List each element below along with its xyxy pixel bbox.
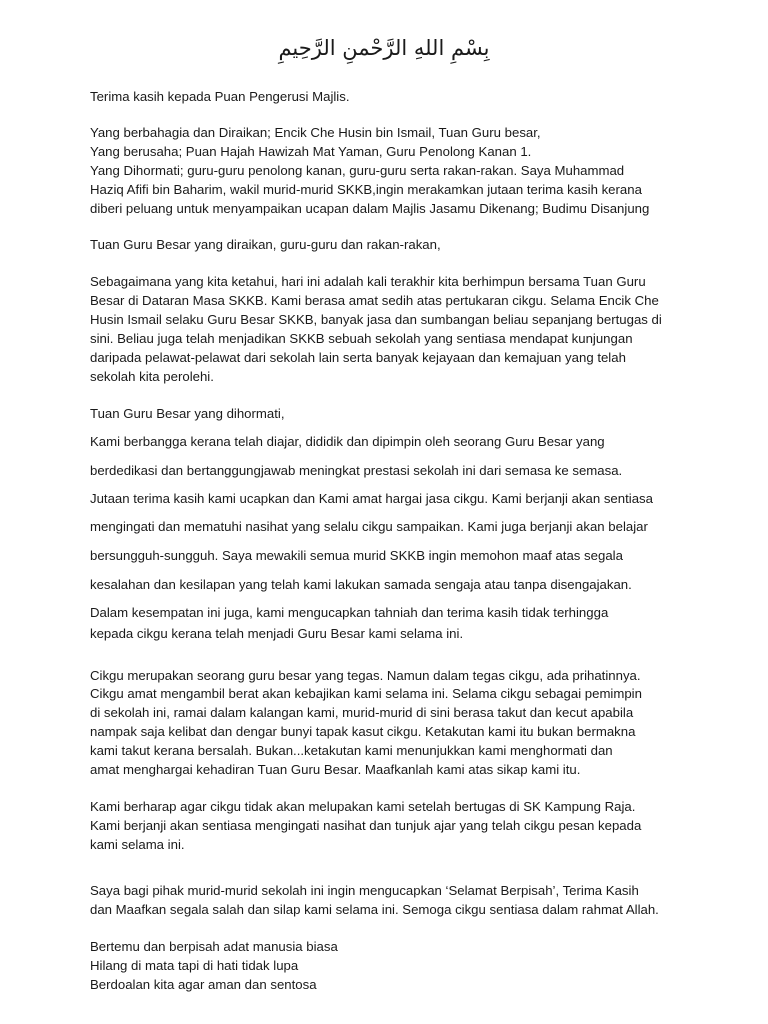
text-line: Kami berharap agar cikgu tidak akan melupakan kami setelah bertugas di SK Kampung Raja. — [90, 799, 636, 814]
bismillah-heading: بِسْمِ اللهِ الرَّحْمنِ الرَّحِيمِ — [278, 36, 490, 60]
text-line: di sekolah ini, ramai dalam kalangan kami, murid-murid di sini berasa takut dan kecut apabila — [90, 705, 634, 720]
text-line: Husin Ismail selaku Guru Besar SKKB, banyak jasa dan sumbangan beliau sepanjang bertugas di — [90, 312, 662, 327]
text-line: Kami berbangga kerana telah diajar, dididik dan dipimpin oleh seorang Guru Besar yang — [90, 434, 605, 449]
text-line: Kami berjanji akan sentiasa mengingati nasihat dan tunjuk ajar yang telah cikgu pesan kepada — [90, 818, 642, 833]
text-line: Haziq Afifi bin Baharim, wakil murid-murid SKKB,ingin merakamkan jutaan terima kasih kerana — [90, 182, 642, 197]
text-line: daripada pelawat-pelawat dari sekolah lain serta banyak kejayaan dan kemajuan yang telah — [90, 350, 626, 365]
text-line: amat menghargai kehadiran Tuan Guru Besar. Maafkanlah kami atas sikap kami itu. — [90, 762, 581, 777]
text-line: kepada cikgu kerana telah menjadi Guru Besar kami selama ini. — [90, 626, 464, 641]
text-line: Yang Dihormati; guru-guru penolong kanan, guru-guru serta rakan-rakan. Saya Muhammad — [90, 163, 625, 178]
text-line: dan Maafkan segala salah dan silap kami selama ini. Semoga cikgu sentiasa dalam rahmat Allah. — [90, 902, 659, 917]
poem-line: Bertemu dan berpisah adat manusia biasa — [90, 939, 338, 954]
text-line: kesalahan dan kesilapan yang telah kami lakukan samada sengaja atau tanpa disengajakan. — [90, 577, 632, 592]
text-line: sini. Beliau juga telah menjadikan SKKB sebuah sekolah yang sentiasa mendapat kunjungan — [90, 331, 633, 346]
text-line: Tuan Guru Besar yang dihormati, — [90, 406, 285, 421]
text-line: Besar di Dataran Masa SKKB. Kami berasa amat sedih atas pertukaran cikgu. Selama Encik Che — [90, 293, 659, 308]
text-line: kami takut kerana bersalah. Bukan...ketakutan kami menunjukkan kami menghormati dan — [90, 743, 613, 758]
text-line: sekolah kita perolehi. — [90, 369, 214, 384]
text-line: Terima kasih kepada Puan Pengerusi Majlis. — [90, 89, 350, 104]
poem-line: Berdoalan kita agar aman dan sentosa — [90, 977, 317, 992]
text-line: Sebagaimana yang kita ketahui, hari ini adalah kali terakhir kita berhimpun bersama Tuan Guru — [90, 274, 646, 289]
text-line: Jutaan terima kasih kami ucapkan dan Kami amat hargai jasa cikgu. Kami berjanji akan sentiasa — [90, 491, 653, 506]
text-line: diberi peluang untuk menyampaikan ucapan dalam Majlis Jasamu Dikenang; Budimu Disanjung — [90, 201, 650, 216]
text-line: Saya bagi pihak murid-murid sekolah ini ingin mengucapkan ‘Selamat Berpisah’, Terima Kasih — [90, 883, 639, 898]
text-line: Tuan Guru Besar yang diraikan, guru-guru dan rakan-rakan, — [90, 237, 441, 252]
text-line: mengingati dan mematuhi nasihat yang selalu cikgu sampaikan. Kami juga berjanji akan belajar — [90, 519, 648, 534]
text-line: Dalam kesempatan ini juga, kami mengucapkan tahniah dan terima kasih tidak terhingga — [90, 605, 609, 620]
text-line: Yang berbahagia dan Diraikan; Encik Che Husin bin Ismail, Tuan Guru besar, — [90, 125, 541, 140]
text-line: Cikgu merupakan seorang guru besar yang tegas. Namun dalam tegas cikgu, ada prihatinnya. — [90, 668, 641, 683]
text-line: Yang berusaha; Puan Hajah Hawizah Mat Yaman, Guru Penolong Kanan 1. — [90, 144, 532, 159]
text-line: bersungguh-sungguh. Saya mewakili semua murid SKKB ingin memohon maaf atas segala — [90, 548, 623, 563]
text-line: berdedikasi dan bertanggungjawab meningkat prestasi sekolah ini dari semasa ke semasa. — [90, 463, 623, 478]
text-line: nampak saja kelibat dan dengar bunyi tapak kasut cikgu. Ketakutan kami itu bukan bermakna — [90, 724, 636, 739]
text-line: Cikgu amat mengambil berat akan kebajikan kami selama ini. Selama cikgu sebagai pemimpin — [90, 686, 642, 701]
poem-line: Hilang di mata tapi di hati tidak lupa — [90, 958, 299, 973]
text-line: kami selama ini. — [90, 837, 185, 852]
